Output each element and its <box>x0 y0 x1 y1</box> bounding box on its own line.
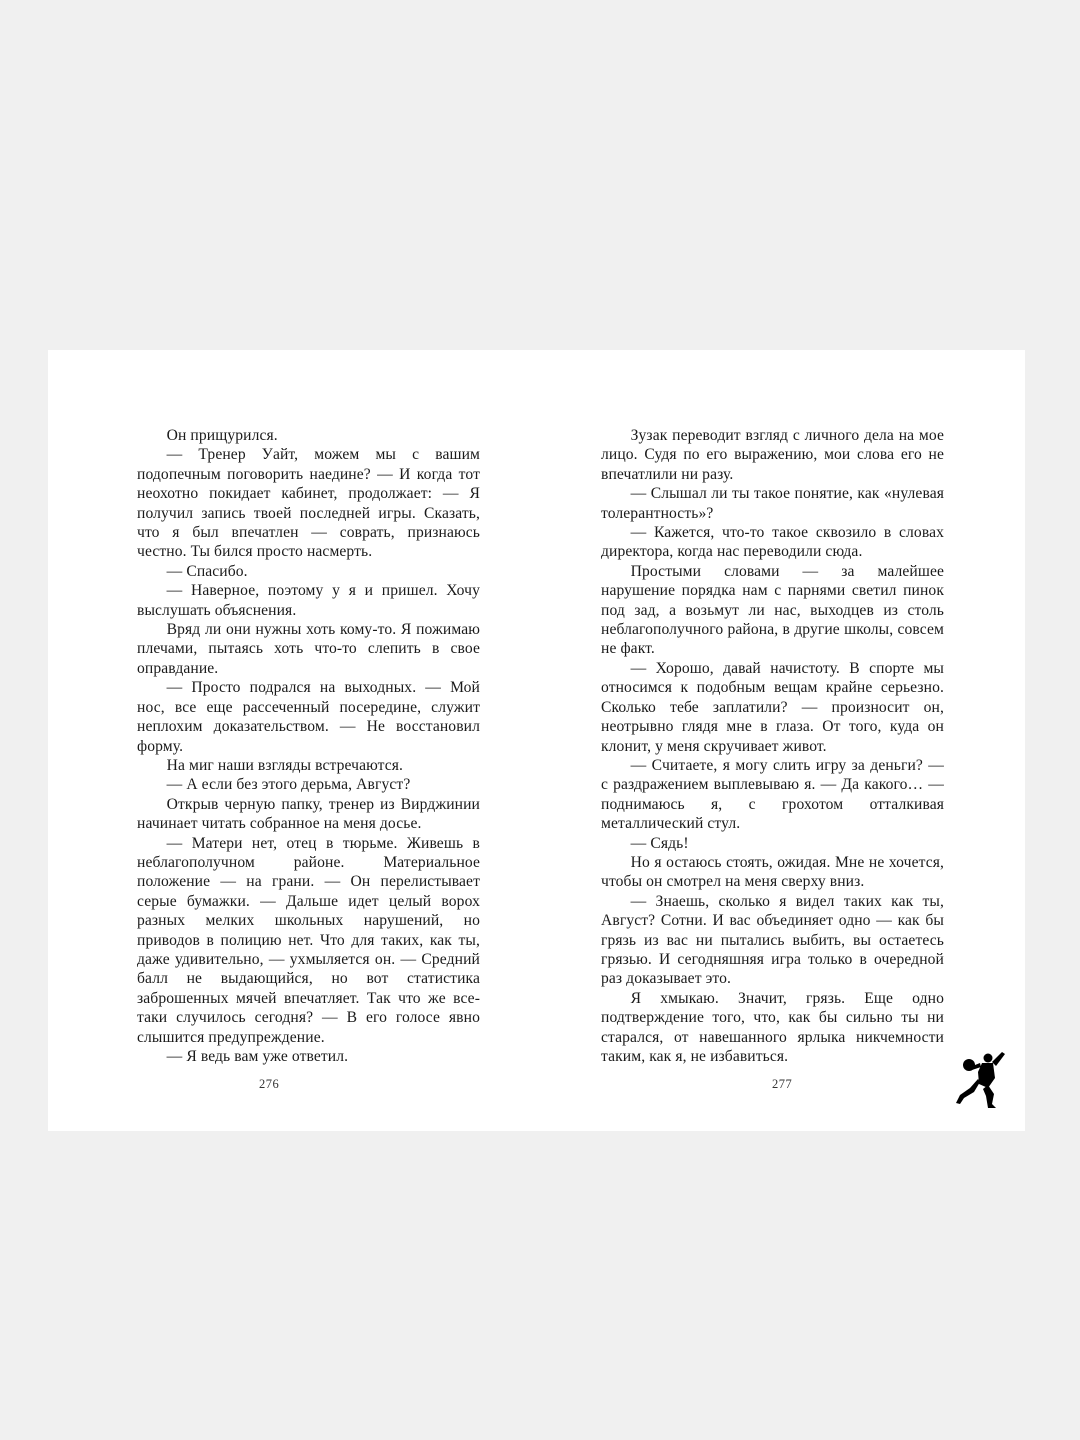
page-number-left: 276 <box>259 1077 280 1091</box>
paragraph: — Слышал ли ты такое понятие, как «нулевая толерантность»? <box>601 485 944 522</box>
paragraph: — Считаете, я могу слить игру за деньги? — с раздражением выплевываю я. — Да какого… — поднимаюсь я, с грохотом отталкивая металлический стул. <box>601 756 944 833</box>
paragraph: Я хмыкаю. Значит, грязь. Еще одно подтверждение того, что, как бы сильно ты ни старался, от навешанного ярлыка никчемности таким, как я, не избавиться. <box>601 989 944 1065</box>
paragraph: — Знаешь, сколько я видел таких как ты, Август? Сотни. И вас объединяет одно — как бы грязь из вас ни пытались выбить, вы остаетесь грязью. И сегодняшняя игра только в очередной раз доказывает это. <box>601 892 944 988</box>
page-number-right: 277 <box>772 1077 793 1091</box>
basketball-player-silhouette-icon <box>952 1048 1010 1110</box>
book-spread <box>48 350 1025 1131</box>
paragraph: Он прищурился. <box>166 427 278 444</box>
paragraph: — Матери нет, отец в тюрьме. Живешь в неблагополучном районе. Материальное положение — на грани. — Он перелистывает серые бумажки. — Дальше идет целый ворох разных мелких школьных нарушений, но приводов в полицию нет. Что для таких, как ты, даже удивительно, — ухмыляется он. — Средний балл не выдающийся, но вот статистика заброшенных мячей впечатляет. Так что же все-таки случилось сегодня? — В его голосе явно слышится предупреждение. <box>137 834 480 1046</box>
paragraph: — Кажется, что-то такое сквозило в словах директора, когда нас переводили сюда. <box>601 524 944 561</box>
paragraph: — Наверное, поэтому у я и пришел. Хочу выслушать объяснения. <box>137 582 480 619</box>
paragraph: — Сядь! <box>630 834 689 852</box>
paragraph: — А если без этого дерьма, Август? <box>166 776 411 794</box>
paragraph: На миг наши взгляды встречаются. <box>166 756 404 774</box>
paragraph: — Просто подрался на выходных. — Мой нос, все еще рассеченный посередине, служит неплохим доказательством. — Не восстановил форму. <box>137 679 480 755</box>
paragraph: Вряд ли они нужны хоть кому-то. Я пожимаю плечами, пытаясь хоть что-то слепить в свое оправдание. <box>137 621 480 677</box>
paragraph: — Хорошо, давай начистоту. В спорте мы относимся к подобным вещам крайне серьезно. Сколько тебе заплатили? — произносит он, неотрывно глядя мне в глаза. От того, куда он клонит, у меня скручивает живот. <box>601 659 944 755</box>
left-page-text <box>137 426 480 1066</box>
right-page-text <box>601 426 944 1066</box>
paragraph: Открыв черную папку, тренер из Вирджинии начинает читать собранное на меня досье. <box>137 795 480 833</box>
paragraph: — Тренер Уайт, можем мы с вашим подопечным поговорить наедине? — И когда тот неохотно покидает кабинет, продолжает: — Я получил запись твоей последней игры. Сказать, что я был впечатлен — соврать, признаюсь честно. Ты бился просто насмерть. <box>137 446 480 561</box>
paragraph: — Я ведь вам уже ответил. <box>166 1048 349 1065</box>
paragraph: Но я остаюсь стоять, ожидая. Мне не хочется, чтобы он смотрел на меня сверху вниз. <box>601 853 944 891</box>
paragraph: Простыми словами — за малейшее нарушение порядка нам с парнями светил пинок под зад, а возьмут ли нас, выходцев из столь неблагополучного района, в другие школы, совсем не факт. <box>601 562 944 658</box>
paragraph: — Спасибо. <box>166 562 248 580</box>
paragraph: Зузак переводит взгляд с личного дела на мое лицо. Судя по его выражению, мои слова его не впечатлили ни разу. <box>601 427 944 483</box>
